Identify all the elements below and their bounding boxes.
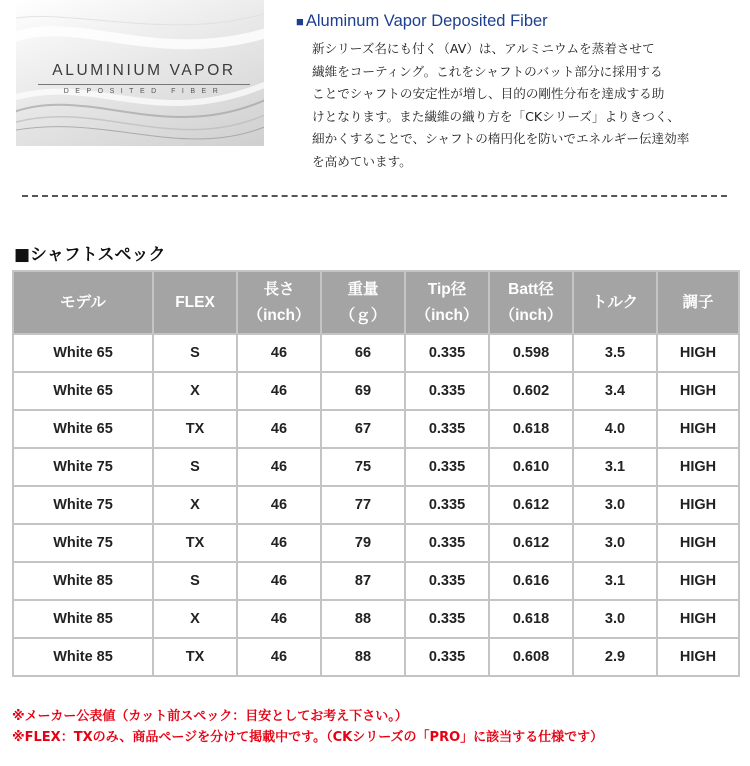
table-cell: 66: [321, 334, 405, 372]
column-header-unit: （inch）: [499, 306, 563, 324]
table-row: [13, 334, 739, 372]
aluminium-vapor-logo: [16, 0, 264, 146]
column-header-label: Batt径: [508, 280, 554, 298]
column-header-weight: [321, 271, 405, 334]
table-cell: 3.0: [573, 486, 657, 524]
table-cell: 87: [321, 562, 405, 600]
spec-note: ※メーカー公表値（カット前スペック：目安としてお考え下さい。）: [12, 709, 408, 724]
table-cell: HIGH: [657, 486, 739, 524]
fiber-description-line: 新シリーズ名にも付く（AV）は、アルミニウムを蒸着させて: [312, 41, 655, 56]
table-cell: TX: [153, 410, 237, 448]
table-cell: 77: [321, 486, 405, 524]
fiber-heading-text: Aluminum Vapor Deposited Fiber: [305, 12, 548, 30]
column-header-label: FLEX: [175, 293, 215, 311]
spec-heading: ■シャフトスペック: [14, 245, 166, 265]
table-cell: HIGH: [657, 562, 739, 600]
fiber-description-line: ことでシャフトの安定性が増し、目的の剛性分布を達成する助: [312, 86, 665, 102]
fiber-description: [312, 38, 732, 174]
table-cell: 0.335: [405, 410, 489, 448]
table-cell: 0.618: [489, 600, 573, 638]
column-header-flex: [153, 271, 237, 334]
column-header-label: トルク: [591, 293, 639, 311]
column-header-unit: （inch）: [247, 306, 311, 324]
table-cell: X: [153, 486, 237, 524]
table-cell: 3.0: [573, 524, 657, 562]
table-cell: X: [153, 372, 237, 410]
table-header-row: [13, 271, 739, 334]
table-cell: 0.335: [405, 562, 489, 600]
table-cell: HIGH: [657, 524, 739, 562]
table-cell: 69: [321, 372, 405, 410]
fiber-description-line: けとなります。また繊維の織り方を「CKシリーズ」よりきつく、: [312, 108, 680, 124]
column-header-unit: （ｇ）: [339, 306, 387, 324]
table-cell: 46: [237, 334, 321, 372]
logo-title: ALUMINIUM VAPOR: [52, 62, 236, 79]
table-cell: 46: [237, 600, 321, 638]
table-row: [13, 600, 739, 638]
dashed-divider: [22, 195, 727, 197]
table-cell: TX: [153, 524, 237, 562]
column-header-unit: （inch）: [415, 306, 479, 324]
table-cell: White 85: [13, 562, 153, 600]
table-cell: White 65: [13, 372, 153, 410]
table-row: [13, 372, 739, 410]
column-header-label: 調子: [682, 293, 714, 311]
fiber-description-line: を高めています。: [312, 153, 412, 169]
table-cell: 4.0: [573, 410, 657, 448]
table-cell: HIGH: [657, 448, 739, 486]
logo-subtitle: DEPOSITED FIBER: [63, 88, 225, 95]
table-row: [13, 448, 739, 486]
table-cell: 3.1: [573, 562, 657, 600]
column-header-label: 長さ: [263, 280, 295, 298]
table-cell: 46: [237, 638, 321, 676]
flex-note: ※FLEX：TXのみ、商品ページを分けて掲載中です。（CKシリーズの「PRO」に該当する仕様です）: [12, 730, 604, 745]
column-header-torque: [573, 271, 657, 334]
table-cell: White 65: [13, 334, 153, 372]
table-cell: 0.616: [489, 562, 573, 600]
column-header-label: 重量: [347, 280, 379, 298]
table-row: [13, 638, 739, 676]
table-cell: 46: [237, 524, 321, 562]
table-cell: White 75: [13, 524, 153, 562]
table-row: [13, 486, 739, 524]
square-bullet-icon: ■: [296, 14, 304, 29]
table-cell: 0.618: [489, 410, 573, 448]
table-cell: 0.612: [489, 486, 573, 524]
table-cell: 3.1: [573, 448, 657, 486]
table-cell: HIGH: [657, 372, 739, 410]
table-cell: White 75: [13, 448, 153, 486]
table-cell: 0.335: [405, 372, 489, 410]
table-cell: 0.608: [489, 638, 573, 676]
table-cell: 0.335: [405, 524, 489, 562]
table-cell: 67: [321, 410, 405, 448]
table-cell: TX: [153, 638, 237, 676]
column-header-butt-diameter: [489, 271, 573, 334]
table-row: [13, 562, 739, 600]
fiber-description-line: 細かくすることで、シャフトの楕円化を防いでエネルギー伝達効率: [312, 131, 690, 147]
table-cell: 3.5: [573, 334, 657, 372]
table-cell: White 75: [13, 486, 153, 524]
table-cell: S: [153, 334, 237, 372]
table-cell: HIGH: [657, 600, 739, 638]
column-header-label: モデル: [60, 293, 106, 311]
table-cell: 0.610: [489, 448, 573, 486]
column-header-label: Tip径: [427, 280, 467, 298]
table-cell: 0.335: [405, 600, 489, 638]
table-cell: 79: [321, 524, 405, 562]
table-cell: 46: [237, 562, 321, 600]
table-cell: White 85: [13, 638, 153, 676]
table-cell: S: [153, 562, 237, 600]
table-cell: 46: [237, 410, 321, 448]
table-cell: White 85: [13, 600, 153, 638]
table-cell: 0.598: [489, 334, 573, 372]
table-cell: 46: [237, 448, 321, 486]
table-cell: 2.9: [573, 638, 657, 676]
table-cell: HIGH: [657, 410, 739, 448]
column-header-tip-diameter: [405, 271, 489, 334]
table-cell: 0.602: [489, 372, 573, 410]
table-cell: 0.335: [405, 486, 489, 524]
table-row: [13, 410, 739, 448]
table-cell: X: [153, 600, 237, 638]
table-cell: 0.335: [405, 638, 489, 676]
table-cell: 46: [237, 486, 321, 524]
table-cell: White 65: [13, 410, 153, 448]
fiber-description-line: 繊維をコーティング。これをシャフトのバット部分に採用する: [312, 63, 663, 79]
logo-divider: [38, 84, 250, 85]
table-cell: 75: [321, 448, 405, 486]
table-cell: 46: [237, 372, 321, 410]
table-cell: 0.335: [405, 334, 489, 372]
table-cell: HIGH: [657, 638, 739, 676]
table-cell: 3.0: [573, 600, 657, 638]
table-cell: 0.335: [405, 448, 489, 486]
table-cell: 0.612: [489, 524, 573, 562]
table-cell: S: [153, 448, 237, 486]
table-cell: 88: [321, 600, 405, 638]
column-header-length: [237, 271, 321, 334]
fiber-heading: [296, 12, 548, 31]
column-header-model: [13, 271, 153, 334]
column-header-kick-point: [657, 271, 739, 334]
table-cell: 88: [321, 638, 405, 676]
table-row: [13, 524, 739, 562]
table-cell: 3.4: [573, 372, 657, 410]
table-cell: HIGH: [657, 334, 739, 372]
shaft-spec-table: [12, 270, 740, 677]
